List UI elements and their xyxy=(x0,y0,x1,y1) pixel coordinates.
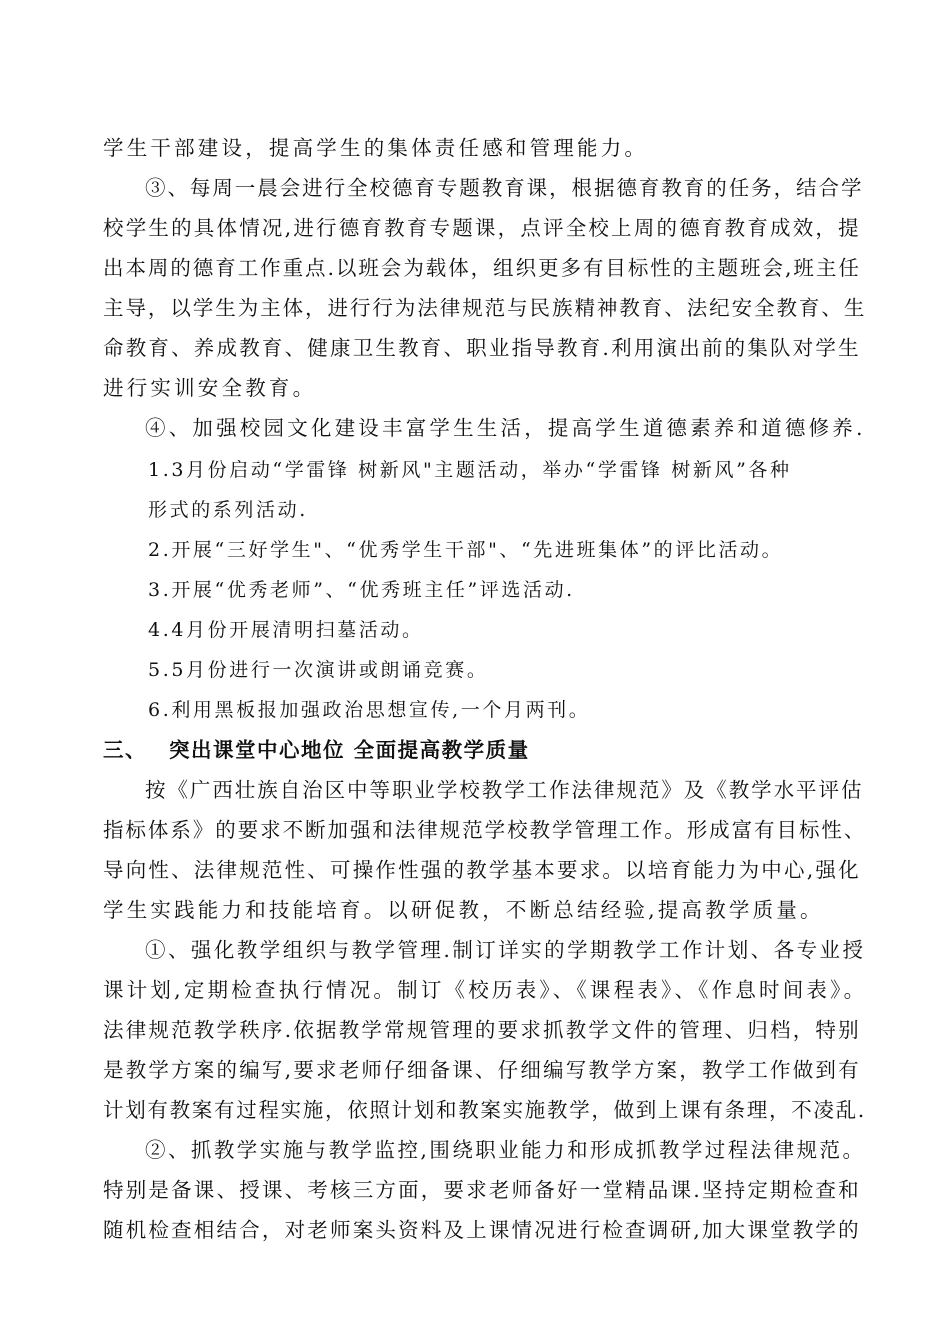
paragraph-line: 特别是备课、授课、考核三方面，要求老师备好一堂精品课.坚持定期检查和 xyxy=(103,1178,861,1202)
section-title: 突出课堂中心地位 全面提高教学质量 xyxy=(169,738,530,762)
paragraph-line: 进行实训安全教育。 xyxy=(103,376,317,400)
paragraph-line: 计划有教案有过程实施，依照计划和教案实施教学，做到上课有条理，不凌乱. xyxy=(103,1098,867,1122)
list-item: 5.5月份进行一次演讲或朗诵竞赛。 xyxy=(148,659,489,681)
list-item: 4.4月份开展清明扫墓活动。 xyxy=(148,619,424,641)
paragraph-line: 学生实践能力和技能培育。以研促教，不断总结经验,提高教学质量。 xyxy=(103,898,824,922)
paragraph-line: 学生干部建设，提高学生的集体责任感和管理能力。 xyxy=(103,136,649,160)
paragraph-line: 随机检查相结合，对老师案头资料及上课情况进行检查调研,加大课堂教学的 xyxy=(103,1218,861,1242)
paragraph-line: ③、每周一晨会进行全校德育专题教育课，根据德育教育的任务，结合学 xyxy=(145,176,864,200)
paragraph-line: 法律规范教学秩序.依据教学常规管理的要求抓教学文件的管理、归档，特别 xyxy=(103,1018,861,1042)
paragraph-line: 命教育、养成教育、健康卫生教育、职业指导教育.利用演出前的集队对学生 xyxy=(103,336,861,360)
list-item: 2.开展“三好学生"、“优秀学生干部"、“先进班集体”的评比活动。 xyxy=(148,539,784,561)
paragraph-line: ④、加强校园文化建设丰富学生生活，提高学生道德素养和道德修养. xyxy=(145,416,866,440)
list-item: 6.利用黑板报加强政治思想宣传,一个月两刊。 xyxy=(148,699,591,721)
list-item: 3.开展“优秀老师”、“优秀班主任”评选活动. xyxy=(148,579,575,601)
paragraph-line: ①、强化教学组织与教学管理.制订详实的学期教学工作计划、各专业授 xyxy=(145,938,866,962)
paragraph-line: 主导，以学生为主体，进行行为法律规范与民族精神教育、法纪安全教育、生 xyxy=(103,296,867,320)
list-item: 1.3月份启动“学雷锋 树新风"主题活动，举办“学雷锋 树新风”各种 xyxy=(148,459,792,481)
paragraph-line: ②、抓教学实施与教学监控,围绕职业能力和形成抓教学过程法律规范。 xyxy=(145,1138,866,1162)
paragraph-line: 校学生的具体情况,进行德育教育专题课，点评全校上周的德育教育成效，提 xyxy=(103,216,861,240)
section-number: 三、 xyxy=(103,738,147,762)
paragraph-line: 出本周的德育工作重点.以班会为载体，组织更多有目标性的主题班会,班主任 xyxy=(103,256,861,280)
paragraph-line: 指标体系》的要求不断加强和法律规范学校教学管理工作。形成富有目标性、 xyxy=(103,818,867,842)
section-heading xyxy=(103,736,530,764)
paragraph-line: 是教学方案的编写,要求老师仔细备课、仔细编写教学方案，教学工作做到有 xyxy=(103,1058,861,1082)
paragraph-line: 课计划,定期检查执行情况。制订《校历表》、《课程表》、《作息时间表》。 xyxy=(103,978,868,1002)
paragraph-line: 导向性、法律规范性、可操作性强的教学基本要求。以培育能力为中心,强化 xyxy=(103,858,861,882)
list-item-continuation: 形式的系列活动. xyxy=(148,499,308,521)
paragraph-line: 按《广西壮族自治区中等职业学校教学工作法律规范》及《教学水平评估 xyxy=(145,778,864,802)
